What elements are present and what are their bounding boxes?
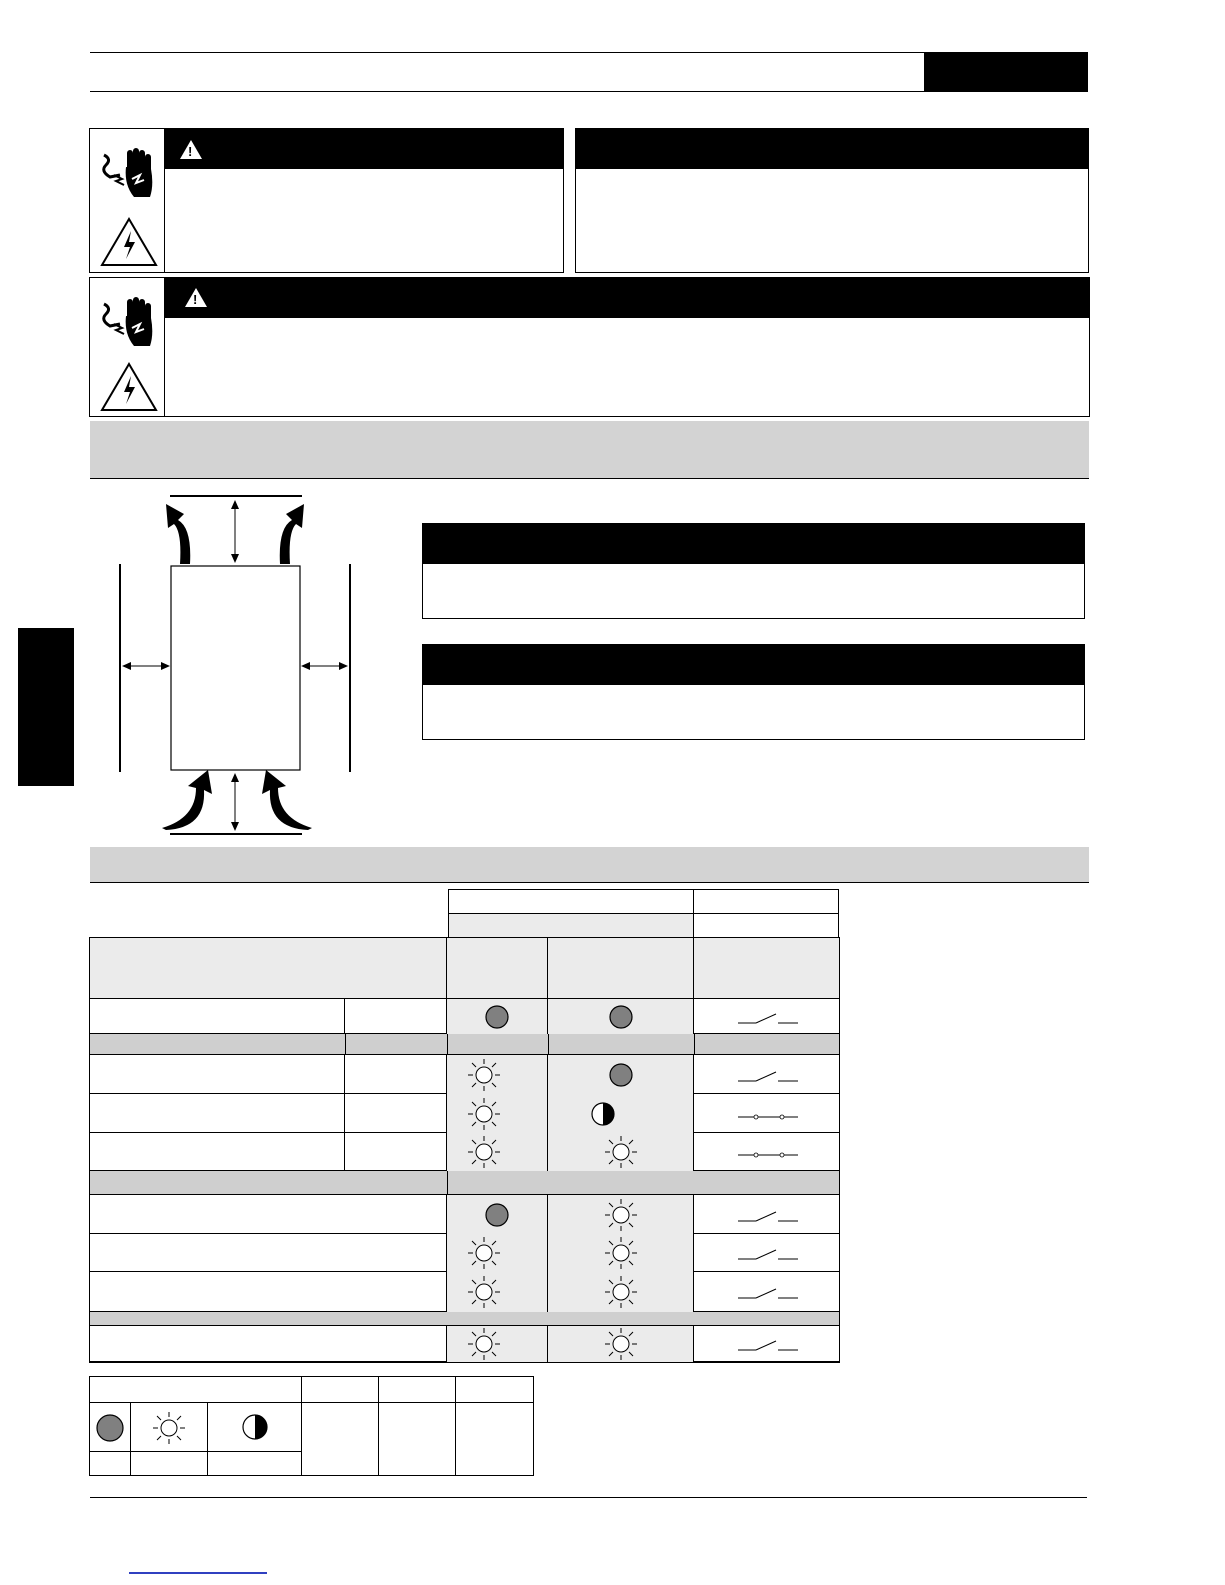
hazard-icon-column [90,129,165,272]
led-off-icon [480,1000,514,1034]
notice-title-bar-1 [423,524,1084,564]
led-off-icon [95,1413,125,1443]
table-row [90,1055,839,1094]
footer-rule [90,1497,1087,1498]
table-row [90,1195,839,1234]
led-off-icon [480,1198,514,1232]
led2-cell [548,1133,694,1171]
led-on-icon [604,1236,638,1270]
relay-closed-icon [736,1108,800,1124]
led-on-icon [467,1327,501,1361]
section-rule-mounting [90,478,1089,479]
legend-flashing-cell [208,1403,302,1452]
band-divider [447,1034,448,1055]
led-on-icon [467,1097,501,1131]
relay-cell [694,1326,839,1362]
danger-title-bar-1 [165,129,563,169]
mounting-clearance-diagram [110,488,360,840]
caution-title-bar-1 [576,129,1088,169]
led2-cell [548,1094,694,1133]
led2-cell [548,1195,694,1234]
danger-box-1 [89,128,564,273]
condition-cell [90,1326,447,1362]
legend-header-state [90,1377,302,1403]
legend-col-1 [302,1377,379,1475]
condition-column-header [90,938,447,999]
led-off-icon [604,1000,638,1034]
relay-open-icon [736,1247,800,1263]
led2-cell [548,999,694,1034]
led-off-icon [604,1058,638,1092]
led1-cell [447,1234,548,1272]
led-on-icon [604,1135,638,1169]
relay-cell [694,1272,839,1312]
table-group-band [90,1312,839,1326]
led1-cell [447,1133,548,1171]
table-row [90,1326,839,1362]
led2-cell [548,1326,694,1362]
section-rule-led [90,882,1089,883]
notice-box-1 [422,523,1085,619]
condition-detail-cell [345,1133,447,1171]
led2-cell [548,1234,694,1272]
led-on-icon [467,1236,501,1270]
led1-cell [447,999,548,1034]
table-row [90,1094,839,1133]
led2-column-header [548,938,694,999]
relay-group-header [694,890,838,914]
legend-col-3 [456,1377,533,1475]
legend-off-cell [90,1403,131,1452]
table-group-band [90,1034,839,1055]
notice-body-1 [433,570,1073,614]
led1-cell [447,1272,548,1312]
condition-detail-cell [345,1055,447,1094]
notice-title-bar-2 [423,645,1084,685]
relay-column-header [694,938,839,999]
led1-cell [447,1195,548,1234]
relay-open-icon [736,1286,800,1302]
condition-detail-cell [345,999,447,1034]
relay-open-icon [736,1338,800,1354]
led-subgroup-header [449,914,694,937]
high-voltage-triangle-icon [100,362,158,412]
footer-link-underline[interactable] [129,1572,267,1574]
danger-box-2 [89,277,1090,417]
led1-column-header [447,938,548,999]
condition-cell [90,1195,447,1234]
condition-cell [90,1055,345,1094]
table-row [90,1234,839,1272]
band-divider [548,1034,549,1055]
relay-closed-icon [736,1146,800,1162]
led-flashing-icon [586,1097,620,1131]
side-tab [18,628,74,786]
danger-title-bar-2 [165,278,1089,318]
section-band-mounting [90,421,1089,478]
relay-open-icon [736,1011,800,1027]
led-table-header-group [448,889,839,938]
legend-col-2 [379,1377,456,1475]
condition-cell [90,999,345,1034]
led-on-icon [604,1198,638,1232]
legend-flashing-label [208,1452,302,1475]
caution-body-1 [586,177,1076,267]
legend-on-label [131,1452,208,1475]
band-divider [345,1034,346,1055]
warning-triangle-icon: ! [185,288,207,307]
led-on-icon [467,1275,501,1309]
relay-subgroup-header [694,914,838,937]
relay-open-icon [736,1069,800,1085]
relay-cell [694,1055,839,1094]
condition-detail-cell [345,1094,447,1133]
led-status-table [89,937,840,1363]
table-group-band [90,1171,839,1195]
danger-body-1 [174,177,554,267]
led-flashing-icon [241,1413,269,1441]
header-title [92,60,912,86]
led1-cell [447,1094,548,1133]
header-tab [924,53,1088,92]
shock-hand-icon [100,145,156,201]
led-on-icon [467,1135,501,1169]
notice-box-2 [422,644,1085,740]
led1-cell [447,1055,548,1094]
led-legend-table [89,1376,534,1476]
led-on-icon [604,1327,638,1361]
relay-cell [694,1094,839,1133]
condition-cell [90,1234,447,1272]
band-divider [447,1171,448,1195]
led-group-header [449,890,694,914]
condition-cell [90,1133,345,1171]
high-voltage-triangle-icon [100,217,158,267]
legend-off-label [90,1452,131,1475]
section-band-led [90,847,1089,882]
led2-cell [548,1055,694,1094]
led-on-icon [467,1058,501,1092]
shock-hand-icon [100,294,156,350]
led1-cell [447,1326,548,1362]
condition-cell [90,1272,447,1312]
caution-box-1 [575,128,1089,273]
led-on-icon [604,1275,638,1309]
warning-triangle-icon: ! [180,140,202,159]
relay-cell [694,1195,839,1234]
legend-on-cell [131,1403,208,1452]
band-divider [694,1034,695,1055]
relay-cell [694,1133,839,1171]
danger-body-2 [174,326,1074,411]
led-on-icon [152,1411,186,1445]
notice-body-2 [433,691,1073,735]
table-row [90,1133,839,1171]
relay-cell [694,1234,839,1272]
relay-open-icon [736,1209,800,1225]
table-row [90,999,839,1034]
hazard-icon-column-2 [90,278,165,416]
table-row [90,1272,839,1312]
led2-cell [548,1272,694,1312]
condition-cell [90,1094,345,1133]
relay-cell [694,999,839,1034]
